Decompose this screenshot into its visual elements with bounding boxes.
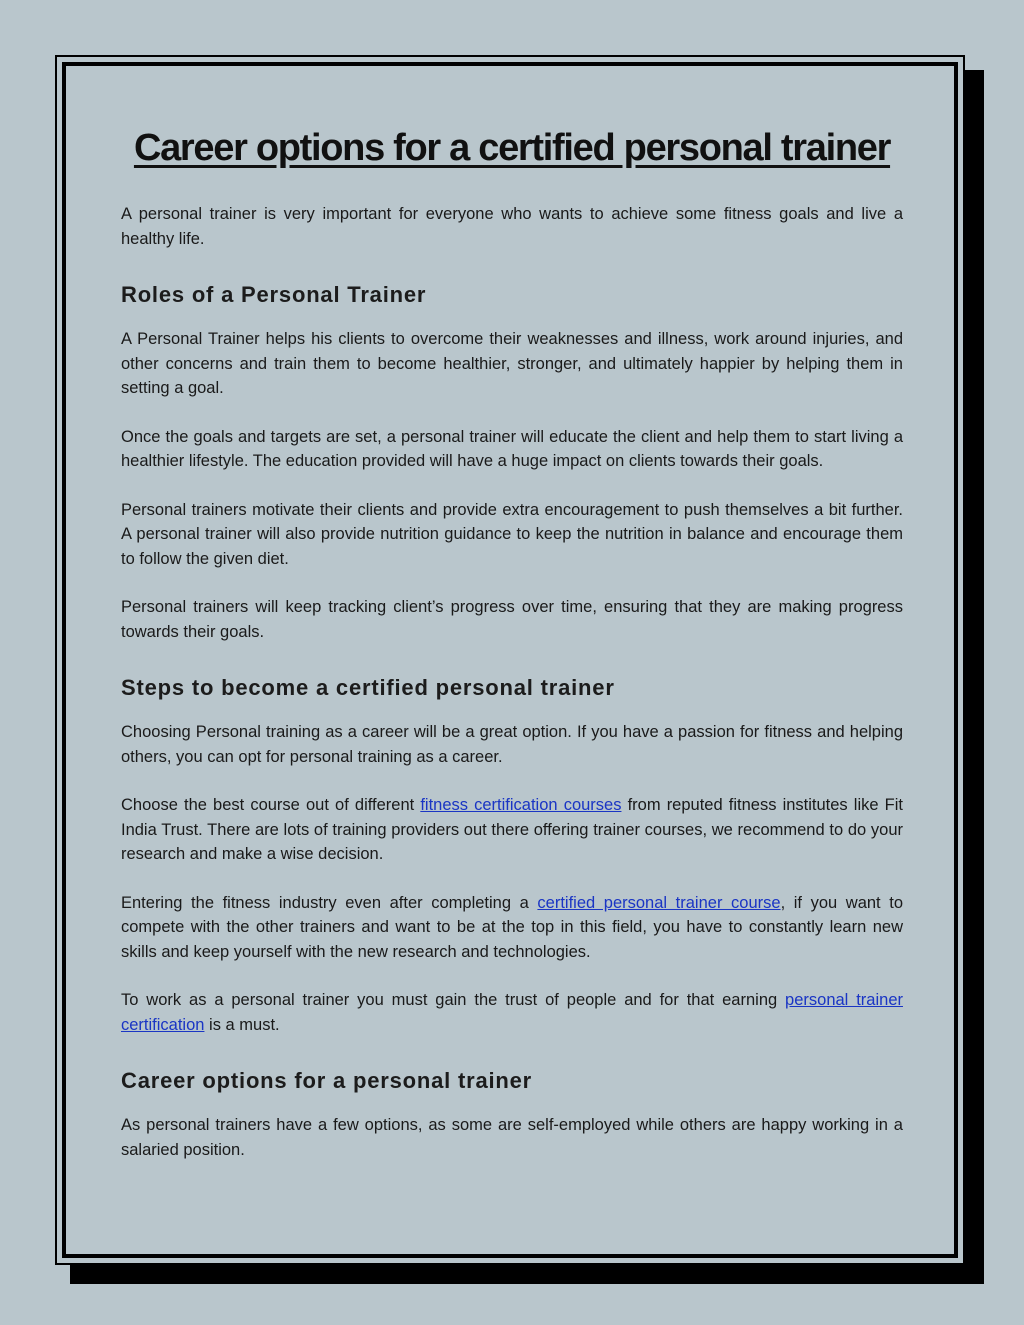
roles-paragraph-2: Once the goals and targets are set, a personal trainer will educate the client and help them to start living a healthier lifestyle. The education provided will have a huge impact on clients towards their goals.: [121, 427, 903, 470]
steps-paragraph-4-text-before: To work as a personal trainer you must gain the trust of people and for that earning: [121, 991, 786, 1009]
roles-paragraph-3: Personal trainers motivate their clients and provide extra encouragement to push themselves a bit further. A personal trainer will also provide nutrition guidance to keep the nutrition in balance and encourage them to follow the given diet.: [121, 500, 903, 568]
steps-paragraph-4: [121, 988, 903, 1037]
section-heading-career-options: Career options for a personal trainer: [121, 1068, 533, 1093]
steps-paragraph-3-text-after: , if you want to compete with the other trainers and want to be at the top in this field, you have to constantly learn new skills and keep yourself with the new research and technologies.: [121, 893, 904, 961]
section-heading-steps: Steps to become a certified personal trainer: [121, 675, 615, 700]
personal-trainer-certification-link[interactable]: personal trainer certification: [121, 991, 903, 1034]
certified-personal-trainer-course-link[interactable]: certified personal trainer course: [537, 893, 781, 912]
career-options-paragraph-1: As personal trainers have a few options, as some are self-employed while others are happy working in a salaried position.: [121, 1116, 903, 1159]
steps-paragraph-3-text-before: Entering the fitness industry even after completing a: [121, 893, 538, 912]
steps-paragraph-4-text-after: is a must.: [204, 1015, 280, 1034]
document-title: Career options for a certified personal trainer: [133, 127, 891, 169]
steps-paragraph-3: [121, 891, 903, 965]
steps-paragraph-2-text-before: Choose the best course out of different: [121, 796, 421, 814]
steps-paragraph-1: Choosing Personal training as a career will be a great option. If you have a passion for fitness and helping others, you can opt for personal training as a career.: [121, 723, 903, 766]
steps-paragraph-2-text-after: from reputed fitness institutes like Fit India Trust. There are lots of training providers out there offering trainer courses, we recommend to do your research and make a wise decision.: [121, 796, 903, 863]
document-content: [121, 120, 903, 1186]
steps-paragraph-2: [121, 793, 903, 867]
section-heading-roles: Roles of a Personal Trainer: [121, 282, 427, 307]
roles-paragraph-4: Personal trainers will keep tracking client’s progress over time, ensuring that they are making progress towards their goals.: [121, 598, 903, 641]
fitness-certification-courses-link[interactable]: fitness certification courses: [420, 796, 622, 814]
roles-paragraph-1: A Personal Trainer helps his clients to overcome their weaknesses and illness, work around injuries, and other concerns and train them to become healthier, stronger, and ultimately happier by helping them in setting a goal.: [121, 330, 903, 397]
intro-paragraph: A personal trainer is very important for everyone who wants to achieve some fitness goals and live a healthy life.: [121, 205, 903, 248]
